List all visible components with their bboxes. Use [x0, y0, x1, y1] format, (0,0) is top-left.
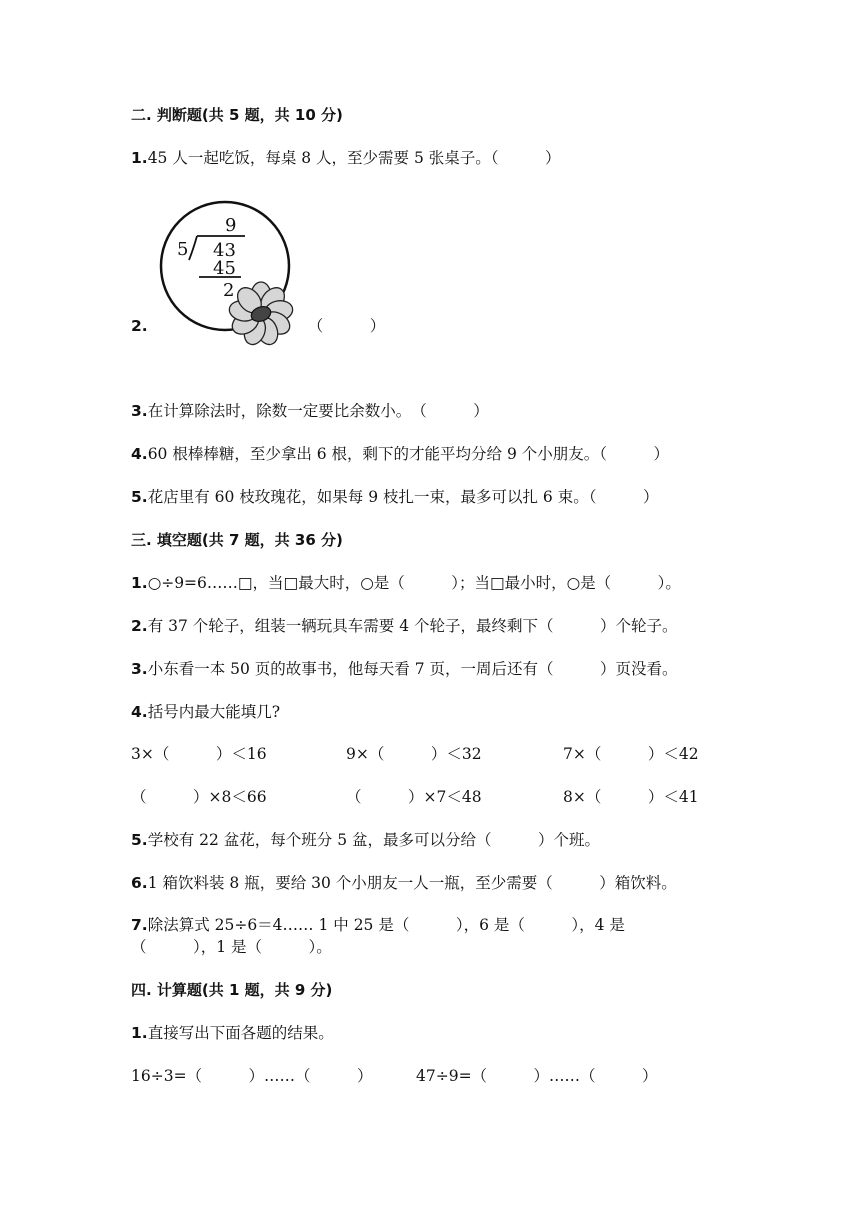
item-number: 4.: [131, 445, 148, 463]
item-number: 3.: [131, 660, 148, 678]
item-number: 2.: [131, 617, 148, 635]
item-number: 2.: [131, 317, 148, 335]
fill-item-5: [131, 829, 600, 851]
judge-item-2: [131, 315, 385, 337]
calc-expression-2: 47÷9=（ ）……（ ）: [416, 1067, 658, 1085]
calc-expression-1: 16÷3=（ ）……（ ）: [131, 1067, 373, 1085]
judge-item-5: [131, 486, 658, 508]
item-text: 直接写出下面各题的结果。: [147, 1024, 334, 1042]
inequality-1-1: 3×（ ）＜16: [131, 745, 267, 763]
section-title-judgement: 二. 判断题(共 5 题，共 10 分): [131, 106, 343, 124]
item-text: 45 人一起吃饭，每桌 8 人，至少需要 5 张桌子。（ ）: [147, 149, 561, 167]
judge-item-3: [131, 400, 489, 422]
item-text: 有 37 个轮子，组装一辆玩具车需要 4 个轮子，最终剩下（ ）个轮子。: [147, 617, 678, 635]
section-title-fill: 三. 填空题(共 7 题，共 36 分): [131, 531, 343, 549]
item-number: 6.: [131, 874, 148, 892]
figure-divisor: 5: [177, 239, 189, 260]
judge-item-1: [131, 147, 561, 169]
item-text: 除法算式 25÷6＝4…… 1 中 25 是（ ），6 是（ ），4 是: [147, 916, 625, 934]
inequality-1-3: 7×（ ）＜42: [563, 745, 699, 763]
item-number: 3.: [131, 402, 148, 420]
item-text: 1 箱饮料装 8 瓶，要给 30 个小朋友一人一瓶，至少需要（ ）箱饮料。: [147, 874, 677, 892]
inequality-2-1: （ ）×8＜66: [131, 788, 267, 806]
item-text: 小东看一本 50 页的故事书，他每天看 7 页，一周后还有（ ）页没看。: [147, 660, 678, 678]
item-number: 1.: [131, 1024, 148, 1042]
item-text: ○÷9=6……□，当□最大时，○是（ ）；当□最小时，○是（ ）。: [147, 574, 681, 592]
fill-item-4: [131, 701, 280, 723]
item-number: 7.: [131, 916, 148, 934]
item-text: 在计算除法时，除数一定要比余数小。 （ ）: [147, 402, 489, 420]
fill-item-6: [131, 872, 677, 894]
judge-item-4: [131, 443, 669, 465]
inequality-2-3: 8×（ ）＜41: [563, 788, 699, 806]
figure-product: 45: [213, 258, 236, 279]
fill-item-1: [131, 572, 681, 594]
item-text: （ ）: [307, 317, 386, 335]
inequality-2-2: （ ）×7＜48: [346, 788, 482, 806]
figure-quotient: 9: [225, 215, 237, 236]
fill-item-2: [131, 615, 677, 637]
section-title-calc: 四. 计算题(共 1 题，共 9 分): [131, 981, 333, 999]
item-text: 花店里有 60 枝玫瑰花，如果每 9 枝扎一束，最多可以扎 6 束。（ ）: [147, 488, 659, 506]
fill-item-3: [131, 658, 677, 680]
item-number: 1.: [131, 149, 148, 167]
item-number: 4.: [131, 703, 148, 721]
item-number: 1.: [131, 574, 148, 592]
fill-item-7: [131, 914, 625, 936]
item-number: 5.: [131, 831, 148, 849]
figure-remainder: 2: [223, 280, 235, 301]
inequality-1-2: 9×（ ）＜32: [346, 745, 482, 763]
item-text: 60 根棒棒糖，至少拿出 6 根，剩下的才能平均分给 9 个小朋友。（ ）: [147, 445, 670, 463]
item-number: 5.: [131, 488, 148, 506]
item-text: 括号内最大能填几?: [147, 703, 280, 721]
calc-item-1: [131, 1022, 334, 1044]
fill-item-7-continued: （ ），1 是（ ）。: [131, 938, 332, 956]
figure-dividend: 43: [213, 240, 236, 261]
item-text: 学校有 22 盆花，每个班分 5 盆，最多可以分给（ ）个班。: [147, 831, 600, 849]
